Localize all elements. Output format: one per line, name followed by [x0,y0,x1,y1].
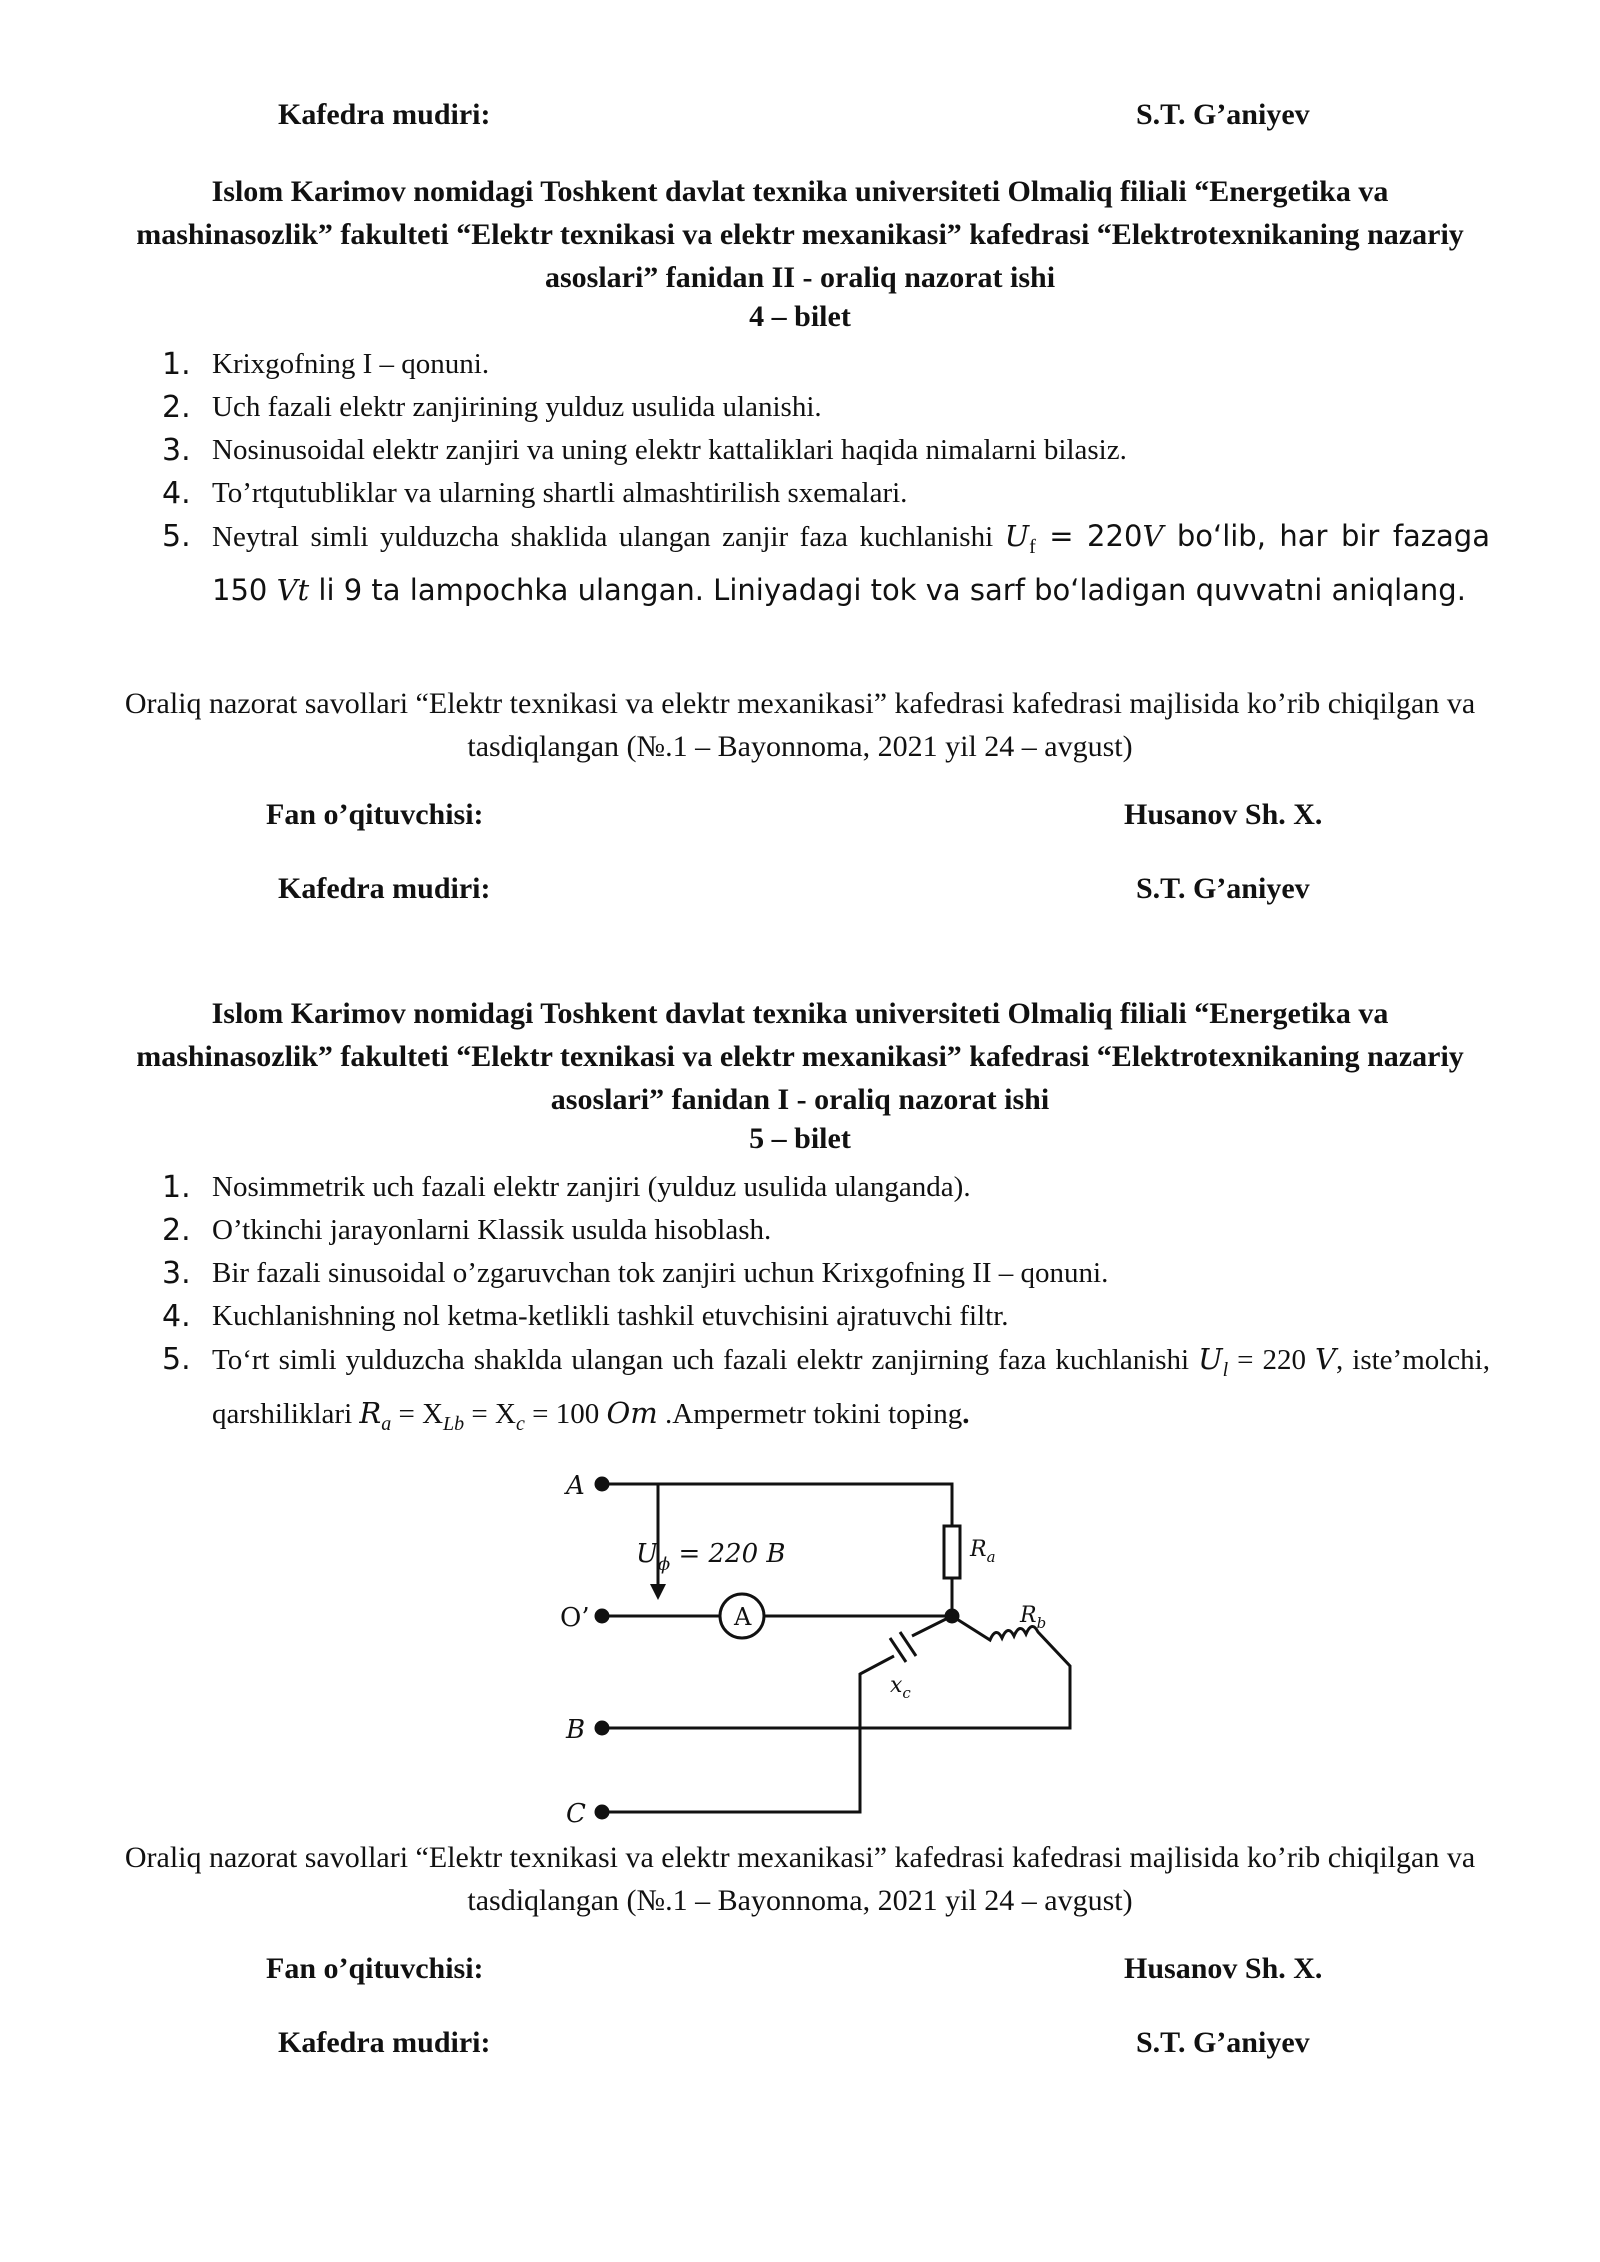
q-number: 4. [162,476,191,511]
q-text-sans: boʻlib, har bir fazaga 150 [212,519,1490,607]
list-item [150,472,1490,515]
math-var: U [1198,1342,1223,1376]
q-number: 3. [162,433,191,468]
ticket5-number: 5 – bilet [749,1122,851,1155]
q-text: Bir fazali sinusoidal o’zgaruvchan tok zanjiri uchun Krixgofning II – qonuni. [212,1257,1109,1289]
math-sub: Lb [443,1412,465,1435]
q-text: Uch fazali elektr zanjirining yulduz usulida ulanishi. [212,391,822,423]
q-number: 1. [162,347,191,382]
list-item [150,1295,1490,1338]
q-number: 5. [162,1342,191,1377]
q-number: 3. [162,1256,191,1291]
top-head-name: S.T. G’aniyev [1136,98,1310,131]
label-u-phi: $U_\phi = 220$ B [636,1539,786,1575]
wire-b [602,1616,1070,1728]
wire-a [602,1484,952,1526]
label-ra: $R_a$ [970,1537,996,1566]
q-text: To’rtqutubliklar va ularning shartli almashtirilish sxemalari. [212,477,908,509]
math-var: U [1004,519,1030,553]
math-sub: f [1029,535,1036,558]
ticket4-teacher-name: Husanov Sh. X. [1124,798,1323,831]
q-text: To‘rt simli yulduzcha shaklda ulangan uch fazali elektr zanjirning faza kuchlanishi [212,1344,1199,1376]
math-unit: Vt [276,572,310,607]
wire-xc-top [912,1616,952,1636]
math-var: R [359,1395,382,1430]
list-item [150,1209,1490,1252]
ticket4-head-name: S.T. G’aniyev [1136,872,1310,905]
ticket4-note: Oraliq nazorat savollari “Elektr texnikasi va elektr mexanikasi” kafedrasi kafedrasi majlisida ko’rib chiqilgan va tasdiqlangan (№.1 – Bayonnoma, 2021 yil 24 – avgust) [124,687,1476,763]
top-head-role: Kafedra mudiri: [278,98,491,131]
ticket5-note: Oraliq nazorat savollari “Elektr texnikasi va elektr mexanikasi” kafedrasi kafedrasi majlisida ko’rib chiqilgan va tasdiqlangan (№.1 – Bayonnoma, 2021 yil 24 – avgust) [124,1841,1476,1917]
label-ammeter: A [734,1603,752,1631]
math-unit: V [1142,519,1164,553]
q-text: .Ampermetr tokini toping [657,1397,963,1430]
math-unit: Om [606,1395,658,1430]
arrow-icon [650,1584,666,1600]
ticket5-title: Islom Karimov nomidagi Toshkent davlat texnika universiteti Olmaliq filiali “Energetika va mashinasozlik” fakulteti “Elektr texnikasi va elektr mexanikasi” kafedrasi “Elektrotexnikaning nazariy asoslari” fanidan I - oraliq nazorat ishi [136,997,1464,1116]
ticket5-questions [150,1166,1490,1446]
list-item [150,429,1490,472]
q-number: 2. [162,1213,191,1248]
ticket5-teacher-name: Husanov Sh. X. [1124,1952,1323,1985]
math-eq: = X [391,1397,444,1430]
label-rb: $R_b$ [1020,1603,1047,1632]
math-eq: = X [464,1397,516,1430]
list-item [150,515,1490,613]
q-text: O’tkinchi jarayonlarni Klassik usulda hisoblash. [212,1214,772,1246]
math-eq: = 220 [1228,1344,1316,1376]
math-eq: = 100 [524,1397,607,1430]
q-text-sans: li 9 ta lampochka ulangan. Liniyadagi tok va sarf boʻladigan quvvatni aniqlang. [309,572,1466,607]
math-sub: c [515,1412,525,1435]
label-b: B [566,1715,586,1745]
q-number: 5. [162,519,191,554]
q-text: Nosimmetrik uch fazali elektr zanjiri (yulduz usulida ulanganda). [212,1171,971,1203]
q-end: . [962,1397,970,1430]
q-text: Kuchlanishning nol ketma-ketlikli tashkil etuvchisini ajratuvchi filtr. [212,1300,1009,1332]
q-number: 2. [162,390,191,425]
ticket5-head-role: Kafedra mudiri: [278,2026,491,2059]
ticket4-teacher-role: Fan o’qituvchisi: [266,798,484,831]
q-text: , iste’molchi, qarshiliklari [212,1344,1490,1430]
q-text: Nosinusoidal elektr zanjiri va uning elektr kattaliklari haqida nimalarni bilasiz. [212,434,1127,466]
math-sub: a [381,1412,392,1435]
list-item [150,343,1490,386]
wire-c [602,1656,894,1812]
q-text: Krixgofning I – qonuni. [212,348,490,380]
math-eq: = 220 [1035,519,1143,553]
label-o: O’ [560,1603,590,1633]
circuit-diagram [560,1460,1100,1830]
q-number: 4. [162,1299,191,1334]
ticket5-teacher-role: Fan o’qituvchisi: [266,1952,484,1985]
ticket4-questions [150,343,1490,613]
list-item [150,1166,1490,1209]
list-item [150,386,1490,429]
label-c: C [566,1799,586,1829]
label-xc: $x_c$ [890,1673,911,1702]
label-a: A [566,1471,585,1501]
resistor-ra [944,1526,960,1578]
q-number: 1. [162,1170,191,1205]
ticket4-head-role: Kafedra mudiri: [278,872,491,905]
list-item [150,1252,1490,1295]
list-item [150,1338,1490,1446]
math-sub: l [1222,1358,1229,1381]
math-unit: V [1315,1342,1336,1376]
ticket5-head-name: S.T. G’aniyev [1136,2026,1310,2059]
ticket4-title: Islom Karimov nomidagi Toshkent davlat texnika universiteti Olmaliq filiali “Energetika va mashinasozlik” fakulteti “Elektr texnikasi va elektr mexanikasi” kafedrasi “Elektrotexnikaning nazariy asoslari” fanidan II - oraliq nazorat ishi [136,175,1464,294]
ticket4-number: 4 – bilet [749,300,851,333]
q-text: Neytral simli yulduzcha shaklida ulangan zanjir faza kuchlanishi [212,521,1005,553]
